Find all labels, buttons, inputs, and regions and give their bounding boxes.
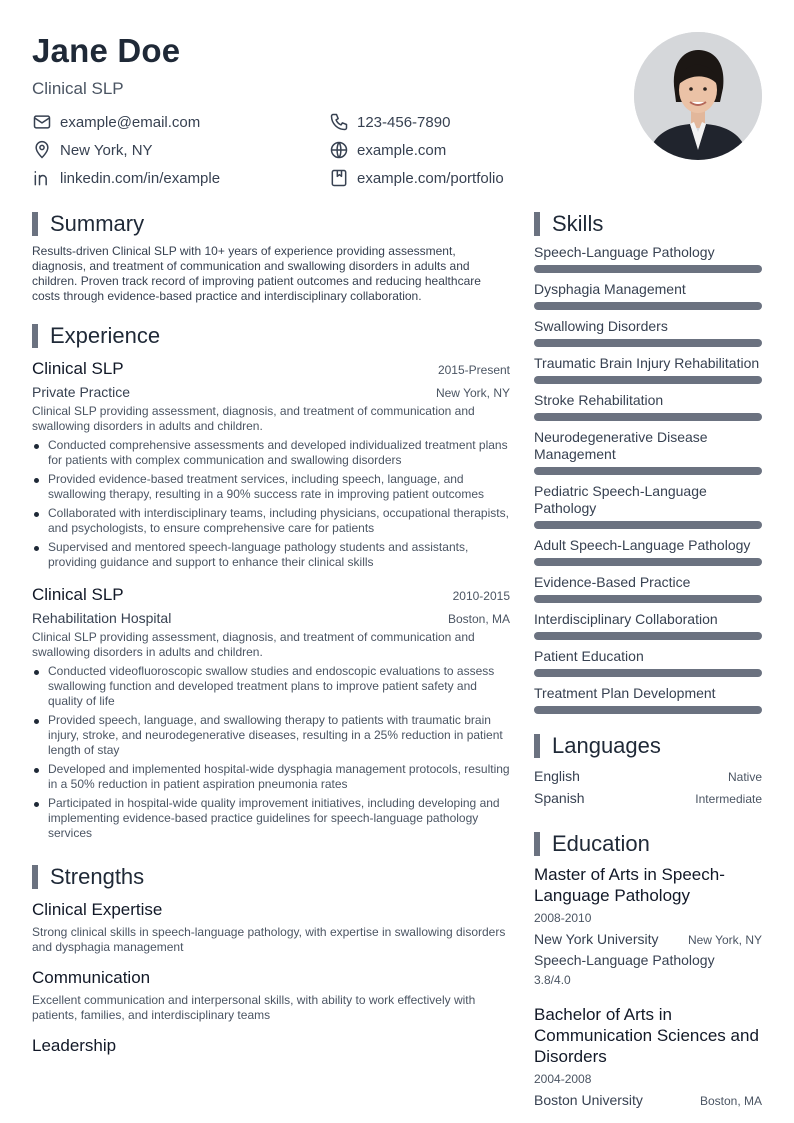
job-title: Clinical SLP xyxy=(32,359,124,378)
skill-label: Dysphagia Management xyxy=(534,281,686,297)
sidebar-column xyxy=(534,210,762,1123)
languages-heading-text: Languages xyxy=(552,733,661,758)
skill-label: Speech-Language Pathology xyxy=(534,244,715,260)
job-dates: 2010-2015 xyxy=(452,589,510,603)
skill-label: Stroke Rehabilitation xyxy=(534,392,664,408)
strength-description: Strong clinical skills in speech-language pathology, with expertise in swallowing disorders and dysphagia management xyxy=(32,925,506,954)
experience-heading-text: Experience xyxy=(50,323,161,348)
candidate-role: Clinical SLP xyxy=(32,79,124,98)
job-bullet: Conducted comprehensive assessments and developed individualized treatment plans for patients with complex communication and swallowing disorders xyxy=(32,438,510,468)
section-accent-bar xyxy=(32,324,38,348)
profile-photo xyxy=(634,32,762,160)
strength-title: Clinical Expertise xyxy=(32,900,163,919)
summary-heading xyxy=(32,210,510,238)
main-column xyxy=(32,210,510,1057)
job-title: Clinical SLP xyxy=(32,585,124,604)
skill-label: Evidence-Based Practice xyxy=(534,574,691,590)
job-company: Rehabilitation Hospital xyxy=(32,610,172,626)
mail-icon xyxy=(32,112,52,132)
section-accent-bar xyxy=(534,212,540,236)
skill-item xyxy=(534,281,762,310)
education-heading xyxy=(534,830,762,858)
contact-portfolio-text: example.com/portfolio xyxy=(357,169,504,187)
strength-item xyxy=(32,899,510,955)
contact-website[interactable] xyxy=(329,140,446,160)
skill-bar xyxy=(534,413,762,421)
contact-phone-text: 123-456-7890 xyxy=(357,113,451,131)
job-bullet: Collaborated with interdisciplinary teams, including physicians, occupational therapists, and psychologists, to ensure comprehensive care for patients xyxy=(32,506,510,536)
skill-bar xyxy=(534,339,762,347)
skill-item xyxy=(534,537,762,566)
section-accent-bar xyxy=(534,832,540,856)
education-item xyxy=(534,1004,762,1109)
contact-portfolio[interactable] xyxy=(329,168,504,188)
job-company: Private Practice xyxy=(32,384,131,400)
skill-item xyxy=(534,574,762,603)
job-bullets xyxy=(32,664,510,841)
language-level: Native xyxy=(727,770,762,784)
job-bullet: Provided speech, language, and swallowing therapy to patients with traumatic brain injury, stroke, and neurodegenerative diseases, resulting in a 25% reduction in patient length of stay xyxy=(32,713,510,758)
education-item xyxy=(534,864,762,988)
education-years: 2004-2008 xyxy=(534,1072,592,1086)
candidate-name: Jane Doe xyxy=(32,32,181,69)
contact-email-text: example@email.com xyxy=(60,113,201,131)
summary-heading-text: Summary xyxy=(50,211,145,236)
strength-title: Leadership xyxy=(32,1036,117,1055)
skill-bar xyxy=(534,595,762,603)
phone-icon xyxy=(329,112,349,132)
skill-bar xyxy=(534,558,762,566)
resume-header xyxy=(32,30,632,187)
skill-label: Pediatric Speech-Language Pathology xyxy=(534,483,707,516)
section-accent-bar xyxy=(32,212,38,236)
contact-location-text: New York, NY xyxy=(60,141,153,159)
strengths-heading-text: Strengths xyxy=(50,864,145,889)
section-accent-bar xyxy=(534,734,540,758)
skill-item xyxy=(534,392,762,421)
job-entry xyxy=(32,584,510,841)
summary-text: Results-driven Clinical SLP with 10+ years of experience providing assessment, diagnosis, and treatment of communication and swallowing disorders in adults and children. Proven track record of improving patient outcomes and reducing healthcare costs through evidence-based practice and interdisciplinary collaboration. xyxy=(32,244,481,303)
skill-label: Swallowing Disorders xyxy=(534,318,668,334)
skill-item xyxy=(534,318,762,347)
section-accent-bar xyxy=(32,865,38,889)
skill-label: Traumatic Brain Injury Rehabilitation xyxy=(534,355,760,371)
education-years: 2008-2010 xyxy=(534,911,592,925)
skill-item xyxy=(534,611,762,640)
job-dates: 2015-Present xyxy=(437,363,510,377)
skill-label: Interdisciplinary Collaboration xyxy=(534,611,718,627)
contact-linkedin[interactable] xyxy=(32,168,220,188)
skill-bar xyxy=(534,376,762,384)
skills-heading-text: Skills xyxy=(552,211,604,236)
skill-item xyxy=(534,685,762,714)
skill-bar xyxy=(534,467,762,475)
languages-heading xyxy=(534,732,762,760)
skill-label: Patient Education xyxy=(534,648,644,664)
skills-heading xyxy=(534,210,762,238)
skill-item xyxy=(534,483,762,529)
skill-label: Treatment Plan Development xyxy=(534,685,716,701)
skill-item xyxy=(534,355,762,384)
skill-item xyxy=(534,429,762,475)
contact-location xyxy=(32,140,153,160)
job-bullet: Conducted videofluoroscopic swallow studies and endoscopic evaluations to assess swallowing function and developed treatment plans to improve patient safety and quality of life xyxy=(32,664,510,709)
education-degree: Master of Arts in Speech-Language Pathology xyxy=(534,865,725,905)
profile-portrait-illustration xyxy=(634,32,762,160)
skill-label: Adult Speech-Language Pathology xyxy=(534,537,751,553)
contact-email[interactable] xyxy=(32,112,200,132)
skill-item xyxy=(534,244,762,273)
contact-phone[interactable] xyxy=(329,112,450,132)
strengths-heading xyxy=(32,863,510,891)
skill-bar xyxy=(534,669,762,677)
education-location: New York, NY xyxy=(687,933,762,947)
job-location: Boston, MA xyxy=(447,612,510,626)
strength-item xyxy=(32,967,510,1023)
language-item xyxy=(534,766,762,788)
language-level: Intermediate xyxy=(695,792,762,806)
bookmark-icon xyxy=(329,168,349,188)
job-description: Clinical SLP providing assessment, diagnosis, and treatment of communication and swallowing disorders in adults and children. xyxy=(32,630,475,659)
strength-item xyxy=(32,1035,510,1057)
job-bullet: Provided evidence-based treatment services, including speech, language, and swallowing therapy, resulting in a 90% success rate in improving patient outcomes xyxy=(32,472,510,502)
location-pin-icon xyxy=(32,140,52,160)
language-name: Spanish xyxy=(534,790,585,806)
education-heading-text: Education xyxy=(552,831,650,856)
education-gpa: 3.8/4.0 xyxy=(534,973,571,987)
job-bullet: Participated in hospital-wide quality improvement initiatives, including developing and implementing evidence-based practice guidelines for speech-language pathology services xyxy=(32,796,510,841)
education-location: Boston, MA xyxy=(699,1094,762,1108)
education-degree: Bachelor of Arts in Communication Sciences and Disorders xyxy=(534,1005,759,1066)
skill-bar xyxy=(534,302,762,310)
job-bullets xyxy=(32,438,510,570)
experience-heading xyxy=(32,322,510,350)
skill-bar xyxy=(534,632,762,640)
contact-linkedin-text: linkedin.com/in/example xyxy=(60,169,221,187)
education-field: Speech-Language Pathology xyxy=(534,952,715,968)
skill-bar xyxy=(534,706,762,714)
job-bullet: Developed and implemented hospital-wide dysphagia management protocols, resulting in a 50% reduction in patient aspiration pneumonia rates xyxy=(32,762,510,792)
job-location: New York, NY xyxy=(435,386,510,400)
job-entry xyxy=(32,358,510,570)
job-bullet: Supervised and mentored speech-language pathology students and assistants, providing guidance and support to enhance their clinical skills xyxy=(32,540,510,570)
strength-title: Communication xyxy=(32,968,151,987)
skill-bar xyxy=(534,521,762,529)
skill-item xyxy=(534,648,762,677)
language-item xyxy=(534,788,762,810)
education-school: New York University xyxy=(534,931,659,947)
skills-list xyxy=(534,244,762,714)
skill-bar xyxy=(534,265,762,273)
strength-description: Excellent communication and interpersonal skills, with ability to work effectively with patients, families, and interdisciplinary teams xyxy=(32,993,476,1022)
education-school: Boston University xyxy=(534,1092,643,1108)
contact-website-text: example.com xyxy=(357,141,447,159)
globe-icon xyxy=(329,140,349,160)
language-name: English xyxy=(534,768,580,784)
linkedin-icon xyxy=(32,168,52,188)
job-description: Clinical SLP providing assessment, diagnosis, and treatment of communication and swallowing disorders in adults and children. xyxy=(32,404,475,433)
skill-label: Neurodegenerative Disease Management xyxy=(534,429,708,462)
